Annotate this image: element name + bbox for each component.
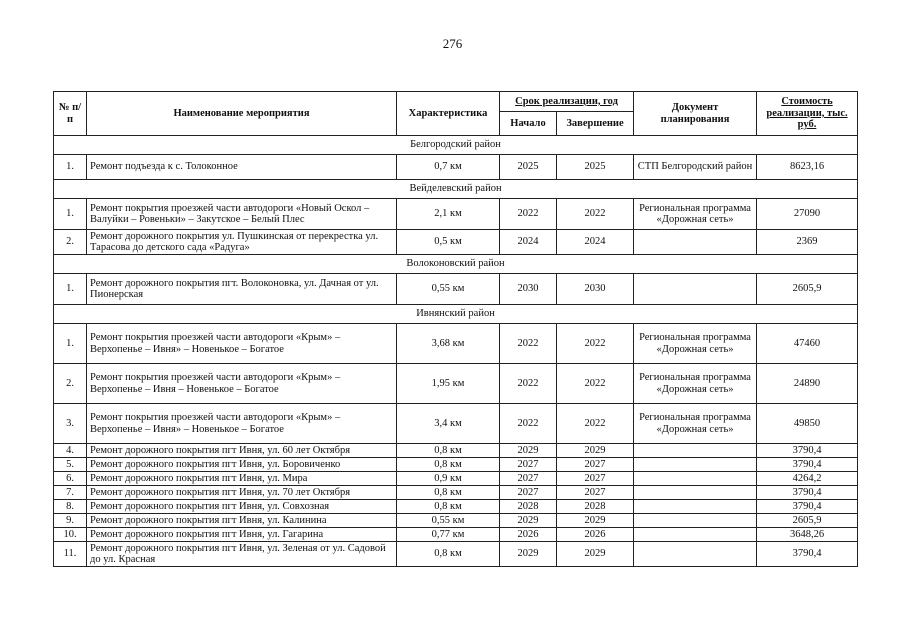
cell-cost: 2605,9	[757, 514, 858, 528]
cell-end: 2022	[557, 199, 634, 230]
header-document: Документ планирования	[634, 92, 757, 136]
table-body	[54, 136, 858, 567]
cell-characteristic: 1,95 км	[397, 364, 500, 404]
header-characteristic: Характеристика	[397, 92, 500, 136]
cell-cost: 3790,4	[757, 486, 858, 500]
cell-name: Ремонт покрытия проезжей части автодороги «Крым» – Верхопенье – Ивня» – Новенькое – Богатое	[87, 404, 397, 444]
cell-end: 2027	[557, 458, 634, 472]
section-title: Белгородский район	[54, 136, 858, 155]
cell-start: 2022	[500, 199, 557, 230]
cell-start: 2029	[500, 444, 557, 458]
cell-document	[634, 230, 757, 255]
cell-name: Ремонт дорожного покрытия пгт Ивня, ул. Гагарина	[87, 528, 397, 542]
cell-name: Ремонт дорожного покрытия пгт Ивня, ул. Зеленая от ул. Садовой до ул. Красная	[87, 542, 397, 567]
cell-document	[634, 528, 757, 542]
cell-characteristic: 0,7 км	[397, 155, 500, 180]
cell-name: Ремонт покрытия проезжей части автодороги «Крым» – Верхопенье – Ивня» – Новенькое – Богатое	[87, 324, 397, 364]
cell-cost: 8623,16	[757, 155, 858, 180]
cell-document	[634, 542, 757, 567]
cell-document	[634, 458, 757, 472]
cell-end: 2022	[557, 404, 634, 444]
section-row	[54, 180, 858, 199]
cell-cost: 3790,4	[757, 542, 858, 567]
cell-num: 9.	[54, 514, 87, 528]
cell-start: 2029	[500, 542, 557, 567]
cell-start: 2026	[500, 528, 557, 542]
cell-end: 2029	[557, 514, 634, 528]
cell-num: 4.	[54, 444, 87, 458]
cell-name: Ремонт дорожного покрытия пгт Ивня, ул. Мира	[87, 472, 397, 486]
cell-cost: 3790,4	[757, 458, 858, 472]
cell-num: 1.	[54, 274, 87, 305]
cell-document: Региональная программа «Дорожная сеть»	[634, 199, 757, 230]
cell-name: Ремонт дорожного покрытия ул. Пушкинская от перекрестка ул. Тарасова до детского сада «Радуга»	[87, 230, 397, 255]
table-row	[54, 528, 858, 542]
page-number: 276	[442, 36, 463, 51]
table-row	[54, 514, 858, 528]
cell-start: 2024	[500, 230, 557, 255]
cell-num: 1.	[54, 324, 87, 364]
cell-start: 2030	[500, 274, 557, 305]
table-row	[54, 444, 858, 458]
section-row	[54, 305, 858, 324]
cell-name: Ремонт дорожного покрытия пгт Ивня, ул. 60 лет Октября	[87, 444, 397, 458]
cell-start: 2027	[500, 458, 557, 472]
cell-num: 5.	[54, 458, 87, 472]
cell-document	[634, 500, 757, 514]
cell-num: 2.	[54, 364, 87, 404]
cell-num: 3.	[54, 404, 87, 444]
cell-document: Региональная программа «Дорожная сеть»	[634, 364, 757, 404]
table-row	[54, 542, 858, 567]
cell-characteristic: 0,55 км	[397, 514, 500, 528]
table-row	[54, 324, 858, 364]
cell-characteristic: 0,8 км	[397, 444, 500, 458]
table-row	[54, 500, 858, 514]
cell-cost: 27090	[757, 199, 858, 230]
cell-document	[634, 444, 757, 458]
cell-document	[634, 514, 757, 528]
cell-start: 2027	[500, 472, 557, 486]
cell-cost: 4264,2	[757, 472, 858, 486]
cell-num: 7.	[54, 486, 87, 500]
table-row	[54, 155, 858, 180]
cell-end: 2029	[557, 444, 634, 458]
cell-document	[634, 274, 757, 305]
header-period: Срок реализации, год	[500, 92, 634, 112]
cell-name: Ремонт дорожного покрытия пгт Ивня, ул. Боровиченко	[87, 458, 397, 472]
header-cost: Стоимость реализации, тыс. руб.	[757, 92, 858, 136]
header-start: Начало	[500, 112, 557, 136]
cell-start: 2022	[500, 324, 557, 364]
table-row	[54, 199, 858, 230]
cell-name: Ремонт покрытия проезжей части автодороги «Крым» – Верхопенье – Ивня – Новенькое – Богатое	[87, 364, 397, 404]
cell-start: 2022	[500, 404, 557, 444]
cell-cost: 3790,4	[757, 444, 858, 458]
cell-num: 11.	[54, 542, 87, 567]
section-title: Вейделевский район	[54, 180, 858, 199]
cell-characteristic: 0,8 км	[397, 500, 500, 514]
cell-document	[634, 472, 757, 486]
cell-end: 2026	[557, 528, 634, 542]
cell-document: Региональная программа «Дорожная сеть»	[634, 404, 757, 444]
cell-cost: 24890	[757, 364, 858, 404]
cell-characteristic: 0,55 км	[397, 274, 500, 305]
section-title: Волоконовский район	[54, 255, 858, 274]
section-title: Ивнянский район	[54, 305, 858, 324]
header-num: № п/п	[54, 92, 87, 136]
cell-cost: 3648,26	[757, 528, 858, 542]
cell-start: 2028	[500, 500, 557, 514]
cell-start: 2022	[500, 364, 557, 404]
section-row	[54, 255, 858, 274]
cell-name: Ремонт дорожного покрытия пгт Ивня, ул. Совхозная	[87, 500, 397, 514]
cell-characteristic: 0,77 км	[397, 528, 500, 542]
cell-characteristic: 0,8 км	[397, 542, 500, 567]
cell-num: 2.	[54, 230, 87, 255]
cell-end: 2028	[557, 500, 634, 514]
cell-start: 2029	[500, 514, 557, 528]
cell-name: Ремонт подъезда к с. Толоконное	[87, 155, 397, 180]
cell-document: СТП Белгородский район	[634, 155, 757, 180]
cell-characteristic: 2,1 км	[397, 199, 500, 230]
cell-characteristic: 3,4 км	[397, 404, 500, 444]
cell-name: Ремонт дорожного покрытия пгт Ивня, ул. 70 лет Октября	[87, 486, 397, 500]
cell-characteristic: 3,68 км	[397, 324, 500, 364]
cell-characteristic: 0,8 км	[397, 458, 500, 472]
cell-cost: 3790,4	[757, 500, 858, 514]
cell-cost: 2605,9	[757, 274, 858, 305]
cell-end: 2027	[557, 472, 634, 486]
cell-end: 2029	[557, 542, 634, 567]
cell-end: 2022	[557, 324, 634, 364]
cell-characteristic: 0,9 км	[397, 472, 500, 486]
cell-end: 2025	[557, 155, 634, 180]
header-end: Завершение	[557, 112, 634, 136]
cell-end: 2022	[557, 364, 634, 404]
cell-num: 1.	[54, 199, 87, 230]
cell-start: 2027	[500, 486, 557, 500]
cell-cost: 47460	[757, 324, 858, 364]
section-row	[54, 136, 858, 155]
cell-characteristic: 0,8 км	[397, 486, 500, 500]
table-row	[54, 472, 858, 486]
cell-cost: 49850	[757, 404, 858, 444]
cell-document	[634, 486, 757, 500]
cell-num: 8.	[54, 500, 87, 514]
roads-table	[53, 91, 858, 567]
cell-name: Ремонт дорожного покрытия пгт Ивня, ул. Калинина	[87, 514, 397, 528]
table-row	[54, 364, 858, 404]
cell-num: 6.	[54, 472, 87, 486]
cell-end: 2027	[557, 486, 634, 500]
cell-num: 10.	[54, 528, 87, 542]
cell-num: 1.	[54, 155, 87, 180]
cell-cost: 2369	[757, 230, 858, 255]
table-row	[54, 274, 858, 305]
cell-end: 2030	[557, 274, 634, 305]
cell-characteristic: 0,5 км	[397, 230, 500, 255]
table-row	[54, 230, 858, 255]
table-row	[54, 404, 858, 444]
cell-name: Ремонт дорожного покрытия пгт. Волоконовка, ул. Дачная от ул. Пионерская	[87, 274, 397, 305]
cell-start: 2025	[500, 155, 557, 180]
cell-name: Ремонт покрытия проезжей части автодороги «Новый Оскол – Валуйки – Ровеньки» – Закутское – Белый Плес	[87, 199, 397, 230]
table-row	[54, 486, 858, 500]
table-row	[54, 458, 858, 472]
cell-document: Региональная программа «Дорожная сеть»	[634, 324, 757, 364]
cell-end: 2024	[557, 230, 634, 255]
header-name: Наименование мероприятия	[87, 92, 397, 136]
